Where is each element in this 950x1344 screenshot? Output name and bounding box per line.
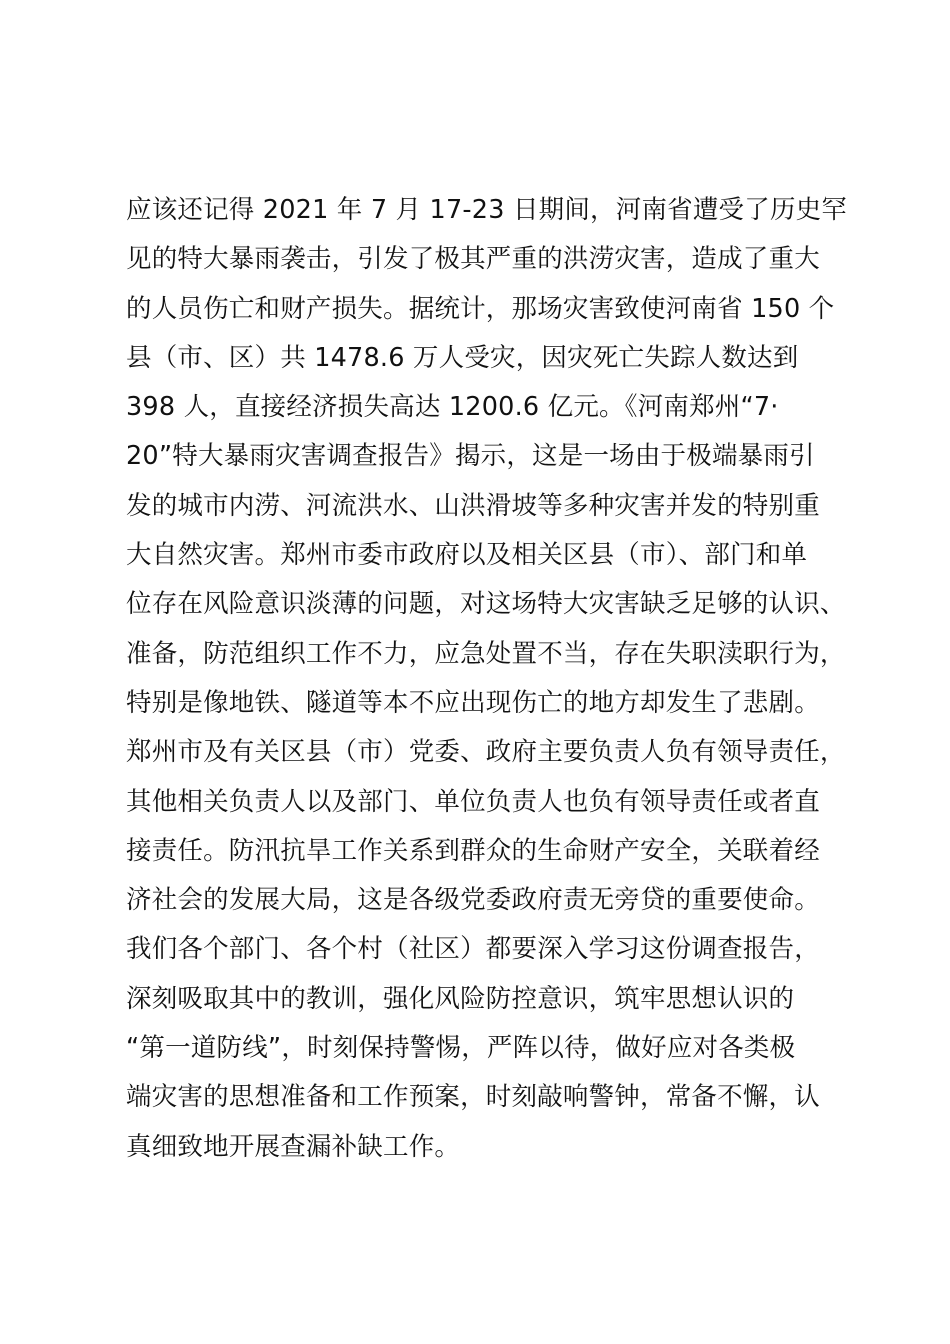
text-line: 20”特大暴雨灾害调查报告》揭示，这是一场由于极端暴雨引 bbox=[126, 441, 815, 472]
text-line: “第一道防线”，时刻保持警惕，严阵以待，做好应对各类极 bbox=[126, 1033, 796, 1064]
text-line: 郑州市及有关区县（市）党委、政府主要负责人负有领导责任， bbox=[126, 737, 846, 768]
text-line: 真细致地开展查漏补缺工作。 bbox=[126, 1131, 461, 1162]
text-line: 发的城市内涝、河流洪水、山洪滑坡等多种灾害并发的特别重 bbox=[126, 490, 820, 521]
text-line: 特别是像地铁、隧道等本不应出现伤亡的地方却发生了悲剧。 bbox=[126, 687, 820, 718]
text-line: 大自然灾害。郑州市委市政府以及相关区县（市）、部门和单 bbox=[126, 540, 808, 571]
text-line: 位存在风险意识淡薄的问题，对这场特大灾害缺乏足够的认识、 bbox=[126, 589, 846, 620]
body-paragraph bbox=[126, 186, 856, 1172]
text-line: 端灾害的思想准备和工作预案，时刻敲响警钟，常备不懈，认 bbox=[126, 1082, 820, 1113]
text-line: 398 人，直接经济损失高达 1200.6 亿元。《河南郑州“7· bbox=[126, 392, 779, 423]
text-line: 见的特大暴雨袭击，引发了极其严重的洪涝灾害，造成了重大 bbox=[126, 244, 820, 275]
text-line: 济社会的发展大局，这是各级党委政府责无旁贷的重要使命。 bbox=[126, 885, 820, 916]
text-line: 接责任。防汛抗旱工作关系到群众的生命财产安全，关联着经 bbox=[126, 835, 820, 866]
text-line: 应该还记得 2021 年 7 月 17-23 日期间，河南省遭受了历史罕 bbox=[126, 195, 848, 225]
text-line: 的人员伤亡和财产损失。据统计，那场灾害致使河南省 150 个 bbox=[126, 293, 835, 324]
text-line: 准备，防范组织工作不力，应急处置不当，存在失职渎职行为， bbox=[126, 638, 846, 669]
text-line: 深刻吸取其中的教训，强化风险防控意识，筑牢思想认识的 bbox=[126, 983, 795, 1014]
text-line: 我们各个部门、各个村（社区）都要深入学习这份调查报告， bbox=[126, 934, 820, 965]
text-line: 其他相关负责人以及部门、单位负责人也负有领导责任或者直 bbox=[126, 786, 820, 817]
text-line: 县（市、区）共 1478.6 万人受灾，因灾死亡失踪人数达到 bbox=[126, 342, 799, 373]
